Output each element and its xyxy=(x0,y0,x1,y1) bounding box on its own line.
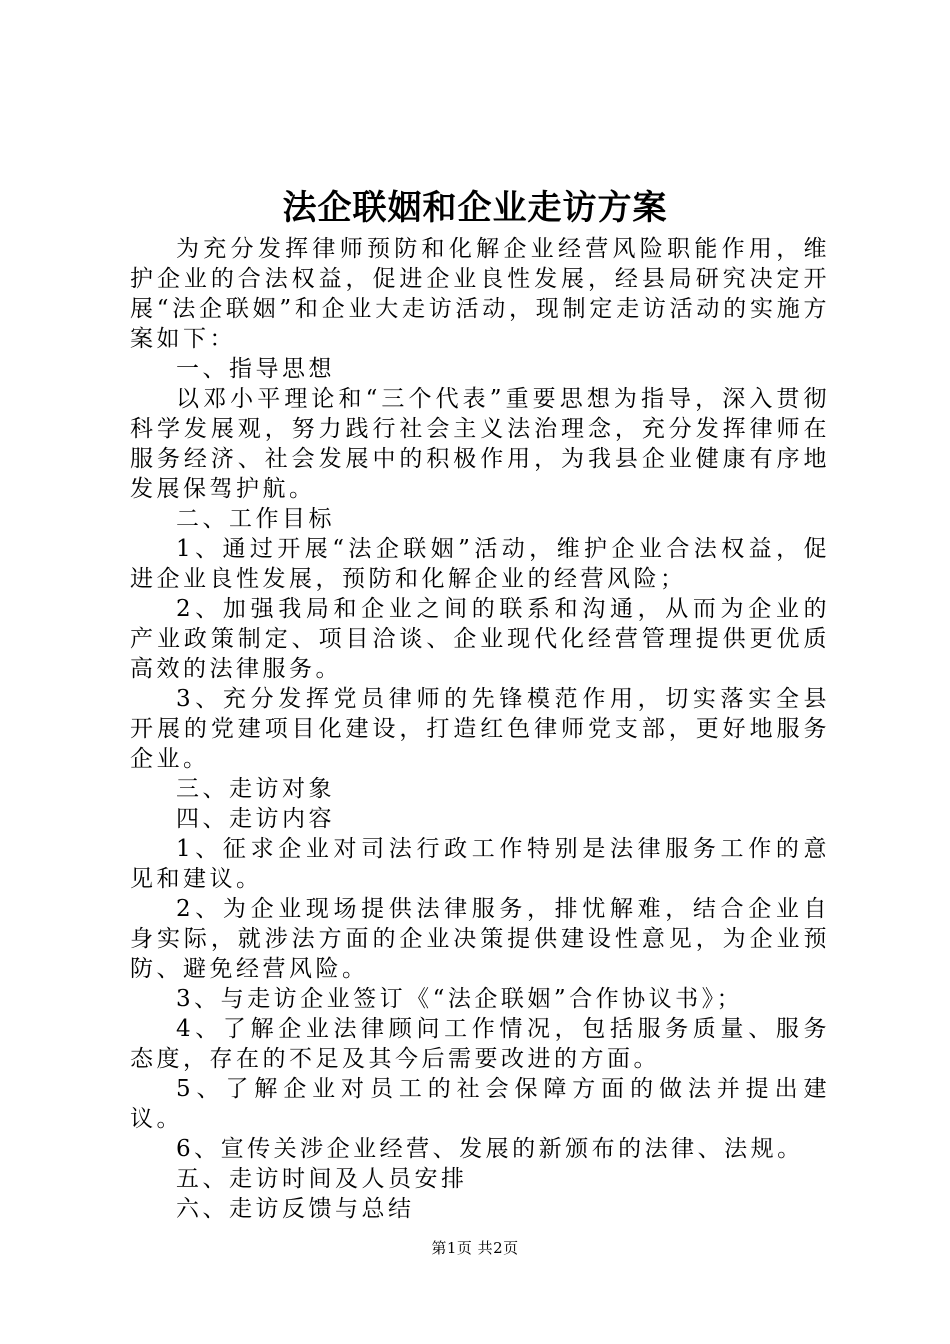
section-heading-visit-targets: 三、走访对象 xyxy=(176,776,335,802)
page-number-footer: 第1页 共2页 xyxy=(431,1239,519,1257)
visit-content-item-1: 1、征求企业对司法行政工作特别是法律服务工作的意见和建议。 xyxy=(130,836,830,892)
document-title: 法企联姻和企业走访方案 xyxy=(282,188,668,228)
work-goal-item-2: 2、加强我局和企业之间的联系和沟通，从而为企业的产业政策制定、项目洽谈、企业现代化经营管理提供更优质高效的法律服务。 xyxy=(130,596,830,682)
document-body xyxy=(130,234,830,1224)
section-heading-visit-content: 四、走访内容 xyxy=(176,806,335,832)
visit-content-item-6: 6、宣传关涉企业经营、发展的新颁布的法律、法规。 xyxy=(176,1136,804,1162)
section-heading-schedule-staffing: 五、走访时间及人员安排 xyxy=(176,1166,468,1192)
visit-content-item-4: 4、了解企业法律顾问工作情况，包括服务质量、服务态度，存在的不足及其今后需要改进的方面。 xyxy=(130,1016,830,1072)
intro-paragraph: 为充分发挥律师预防和化解企业经营风险职能作用，维护企业的合法权益，促进企业良性发展，经县局研究决定开展“法企联姻”和企业大走访活动，现制定走访活动的实施方案如下： xyxy=(130,236,830,352)
section-heading-feedback-summary: 六、走访反馈与总结 xyxy=(176,1196,415,1222)
work-goal-item-1: 1、通过开展“法企联姻”活动，维护企业合法权益，促进企业良性发展，预防和化解企业的经营风险； xyxy=(130,536,830,592)
visit-content-item-5: 5、了解企业对员工的社会保障方面的做法并提出建议。 xyxy=(130,1076,830,1132)
visit-content-item-2: 2、为企业现场提供法律服务，排忧解难，结合企业自身实际，就涉法方面的企业决策提供建设性意见，为企业预防、避免经营风险。 xyxy=(130,896,830,982)
visit-content-item-3: 3、与走访企业签订《“法企联姻”合作协议书》； xyxy=(176,986,744,1012)
guiding-ideology-paragraph: 以邓小平理论和“三个代表”重要思想为指导，深入贯彻科学发展观，努力践行社会主义法治理念，充分发挥律师在服务经济、社会发展中的积极作用，为我县企业健康有序地发展保驾护航。 xyxy=(130,386,830,502)
work-goal-item-3: 3、充分发挥党员律师的先锋模范作用，切实落实全县开展的党建项目化建设，打造红色律师党支部，更好地服务企业。 xyxy=(130,686,830,772)
section-heading-work-goals: 二、工作目标 xyxy=(176,506,335,532)
section-heading-guiding-ideology: 一、指导思想 xyxy=(176,356,335,382)
